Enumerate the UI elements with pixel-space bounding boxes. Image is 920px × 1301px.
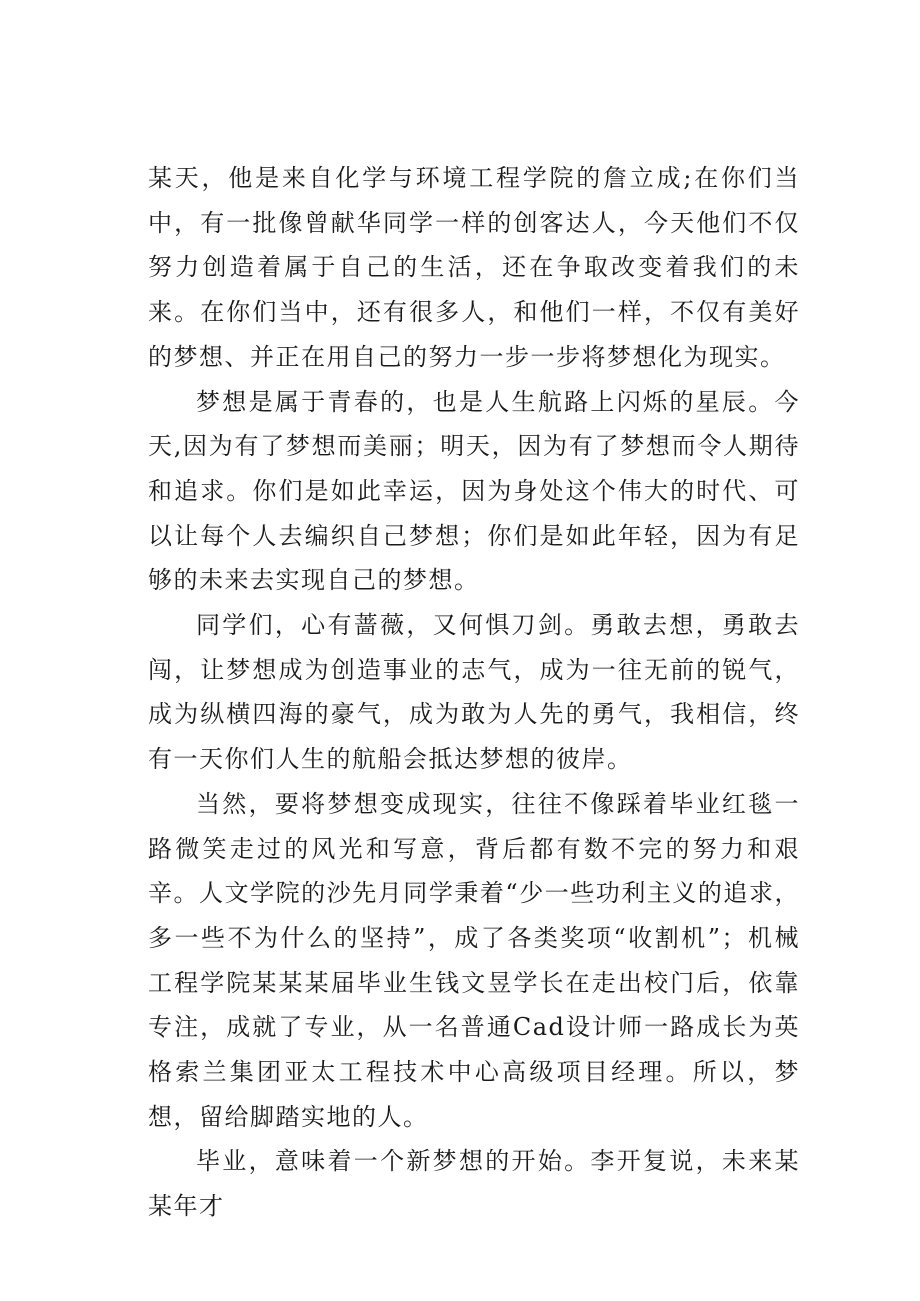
paragraph-4: 当然，要将梦想变成现实，往往不像踩着毕业红毯一路微笑走过的风光和写意，背后都有数不完的努力和艰辛。人文学院的沙先月同学秉着“少一些功利主义的追求，多一些不为什么的坚持”，成了各类奖项“收割机”；机械工程学院某某某届毕业生钱文昱学长在走出校门后，依靠专注，成就了专业，从一名普通Cad设计师一路成长为英格索兰集团亚太工程技术中心高级项目经理。所以，梦想，留给脚踏实地的人。 — [148, 789, 800, 1131]
paragraph-5: 毕业，意味着一个新梦想的开始。李开复说，未来某某年才 — [148, 1147, 800, 1221]
paragraph-2: 梦想是属于青春的，也是人生航路上闪烁的星辰。今天,因为有了梦想而美丽；明天，因为有了梦想而令人期待和追求。你们是如此幸运，因为身处这个伟大的时代、可以让每个人去编织自己梦想；你们是如此年轻，因为有足够的未来去实现自己的梦想。 — [148, 387, 800, 595]
document-body — [148, 156, 800, 1229]
paragraph-1: 某天，他是来自化学与环境工程学院的詹立成;在你们当中，有一批像曾献华同学一样的创客达人，今天他们不仅努力创造着属于自己的生活，还在争取改变着我们的未来。在你们当中，还有很多人，和他们一样，不仅有美好的梦想、并正在用自己的努力一步一步将梦想化为现实。 — [148, 164, 800, 371]
paragraph-3: 同学们，心有蔷薇，又何惧刀剑。勇敢去想，勇敢去闯，让梦想成为创造事业的志气，成为一往无前的锐气，成为纵横四海的豪气，成为敢为人先的勇气，我相信，终有一天你们人生的航船会抵达梦想的彼岸。 — [148, 611, 800, 774]
